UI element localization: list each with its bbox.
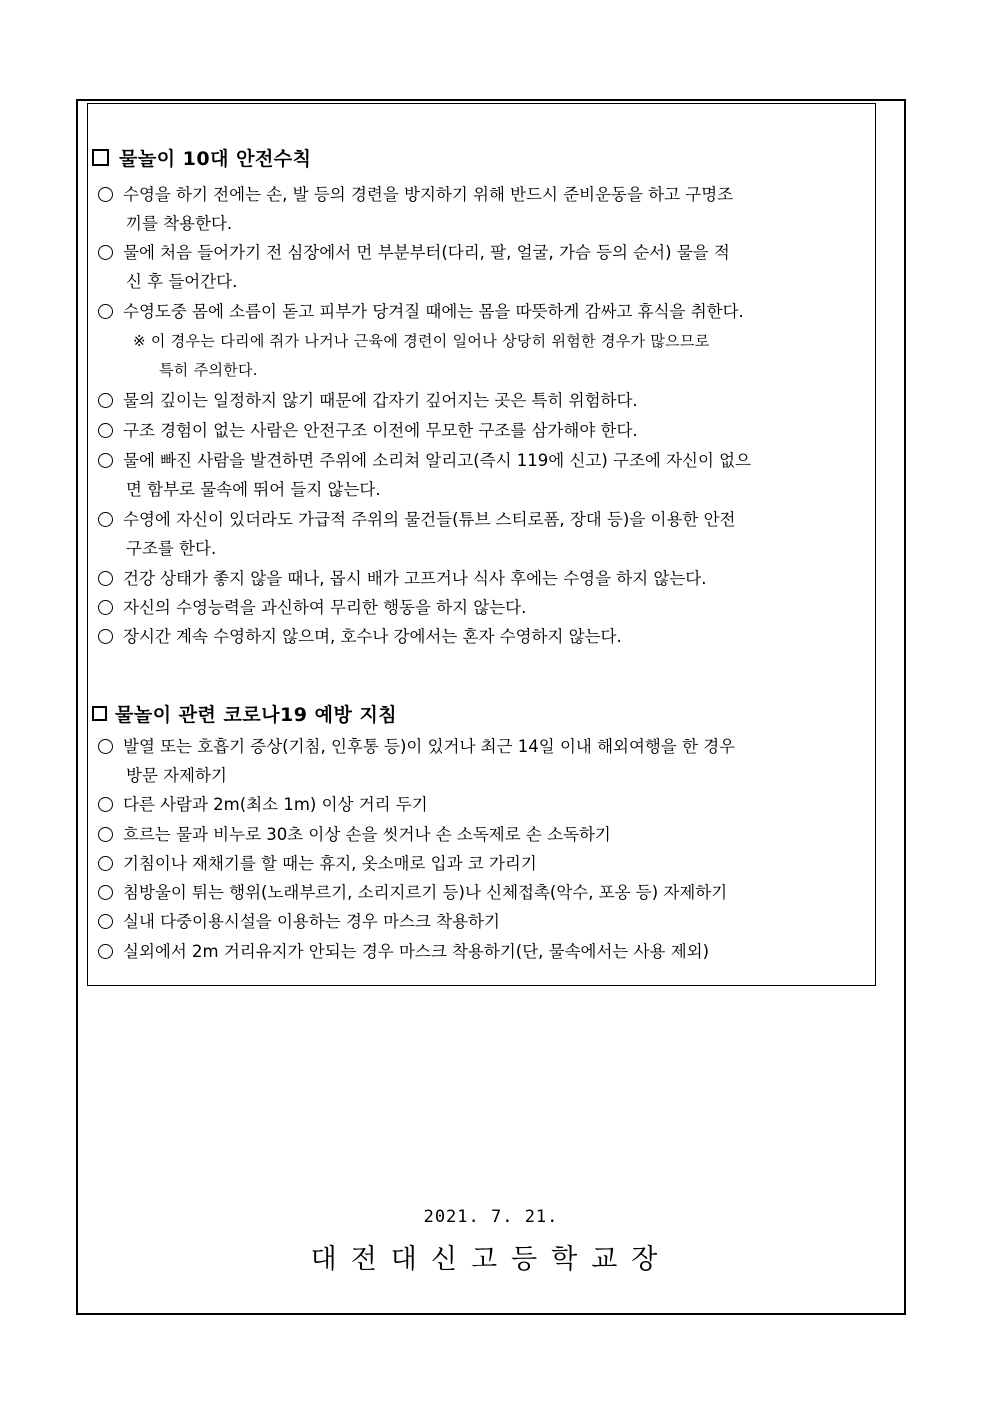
list-item: 자신의 수영능력을 과신하여 무리한 행동을 하지 않는다. bbox=[98, 593, 873, 622]
circle-bullet-icon bbox=[98, 245, 113, 260]
list-item: 다른 사람과 2m(최소 1m) 이상 거리 두기 bbox=[98, 790, 873, 819]
list-item: 실외에서 2m 거리유지가 안되는 경우 마스크 착용하기(단, 물속에서는 사용 제외) bbox=[98, 937, 873, 966]
list-item: 수영에 자신이 있더라도 가급적 주위의 물건들(튜브 스티로폼, 장대 등)을 이용한 안전 구조를 한다. bbox=[98, 505, 873, 563]
circle-bullet-icon bbox=[98, 856, 113, 871]
circle-bullet-icon bbox=[98, 453, 113, 468]
circle-bullet-icon bbox=[98, 304, 113, 319]
circle-bullet-icon bbox=[98, 944, 113, 959]
circle-bullet-icon bbox=[98, 629, 113, 644]
section-title-text: 물놀이 관련 코로나19 예방 지침 bbox=[115, 704, 398, 726]
circle-bullet-icon bbox=[98, 914, 113, 929]
list-item: 기침이나 재채기를 할 때는 휴지, 옷소매로 입과 코 가리기 bbox=[98, 849, 873, 878]
circle-bullet-icon bbox=[98, 512, 113, 527]
list-item: 흐르는 물과 비누로 30초 이상 손을 씻거나 손 소독제로 손 소독하기 bbox=[98, 820, 873, 849]
circle-bullet-icon bbox=[98, 600, 113, 615]
list-item: 발열 또는 호흡기 증상(기침, 인후통 등)이 있거나 최근 14일 이내 해외여행을 한 경우 방문 자제하기 bbox=[98, 732, 873, 790]
circle-bullet-icon bbox=[98, 187, 113, 202]
checkbox-square-icon bbox=[92, 149, 109, 166]
checkbox-square-icon bbox=[92, 706, 107, 721]
circle-bullet-icon bbox=[98, 827, 113, 842]
circle-bullet-icon bbox=[98, 571, 113, 586]
list-item: 물의 깊이는 일정하지 않기 때문에 갑자기 깊어지는 곳은 특히 위험하다. bbox=[98, 386, 873, 415]
circle-bullet-icon bbox=[98, 739, 113, 754]
list-item: 물에 처음 들어가기 전 심장에서 먼 부분부터(다리, 팔, 얼굴, 가슴 등의 순서) 물을 적 신 후 들어간다. bbox=[98, 238, 873, 296]
note: ※ 이 경우는 다리에 쥐가 나거나 근육에 경련이 일어나 상당히 위험한 경우가 많으므로 특히 주의한다. bbox=[133, 332, 710, 379]
circle-bullet-icon bbox=[98, 797, 113, 812]
list-item: 건강 상태가 좋지 않을 때나, 몹시 배가 고프거나 식사 후에는 수영을 하지 않는다. bbox=[98, 564, 873, 593]
circle-bullet-icon bbox=[98, 423, 113, 438]
list-item: 장시간 계속 수영하지 않으며, 호수나 강에서는 혼자 수영하지 않는다. bbox=[98, 622, 873, 651]
list-item: 구조 경험이 없는 사람은 안전구조 이전에 무모한 구조를 삼가해야 한다. bbox=[98, 416, 873, 445]
list-item: 물에 빠진 사람을 발견하면 주위에 소리쳐 알리고(즉시 119에 신고) 구조에 자신이 없으 면 함부로 물속에 뛰어 들지 않는다. bbox=[98, 446, 873, 504]
section-title-safety bbox=[92, 144, 312, 171]
list-item: 침방울이 튀는 행위(노래부르기, 소리지르기 등)나 신체접촉(악수, 포옹 등) 자제하기 bbox=[98, 878, 873, 907]
list-item: 실내 다중이용시설을 이용하는 경우 마스크 착용하기 bbox=[98, 907, 873, 936]
list-item: 수영도중 몸에 소름이 돋고 피부가 당겨질 때에는 몸을 따뜻하게 감싸고 휴식을 취한다. bbox=[98, 297, 873, 326]
issuer-name: 대전대신고등학교장 bbox=[310, 1244, 672, 1275]
document-date: 2021. 7. 21. bbox=[423, 1207, 559, 1227]
section-title-text: 물놀이 10대 안전수칙 bbox=[119, 148, 312, 170]
section-title-covid bbox=[92, 700, 397, 727]
circle-bullet-icon bbox=[98, 885, 113, 900]
list-item: 수영을 하기 전에는 손, 발 등의 경련을 방지하기 위해 반드시 준비운동을 하고 구명조 끼를 착용한다. bbox=[98, 180, 873, 238]
circle-bullet-icon bbox=[98, 393, 113, 408]
